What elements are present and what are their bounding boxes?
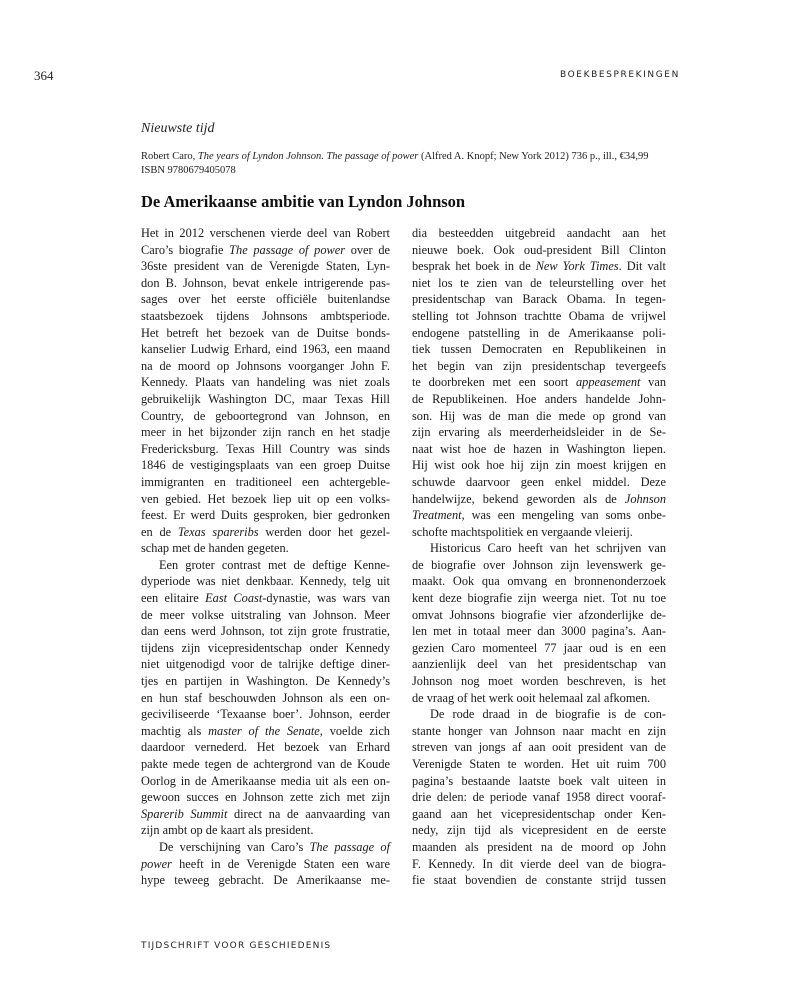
line-text: nieuwe boek. Ook oud-president Bill Clinton: [412, 242, 666, 257]
line-text: . Dit valt: [618, 259, 666, 274]
text-line: [412, 374, 666, 391]
line-text: de vraag of het werk ooit helemaal zal afkomen.: [412, 690, 651, 705]
line-text: De verschijning van Caro’s: [159, 839, 310, 854]
text-line: [412, 491, 666, 508]
text-line: [141, 474, 390, 491]
line-text: Caro’s biografie: [141, 242, 230, 257]
text-line: [141, 773, 390, 790]
text-line: [141, 557, 390, 574]
italic-text: Sparerib Summit: [141, 806, 228, 821]
line-text: de meer volkse uitstraling van Johnson. Meer: [141, 607, 390, 622]
line-text: over de: [345, 242, 390, 257]
line-text: sages over het eerste officiële buitenlandse: [141, 292, 390, 307]
text-line: [412, 822, 666, 839]
line-text: 1846 de vestigingsplaats van een groep Duitse: [141, 458, 390, 473]
line-text: De rode draad in de biografie is de con-: [430, 707, 666, 722]
line-text: gezien Caro momenteel 77 jaar oud is en een: [412, 640, 666, 655]
line-text: en hun staf beschouwden Johnson als een on-: [141, 690, 390, 705]
line-text: streven van jongs af aan ooit president van de: [412, 740, 666, 755]
line-text: feest. Er werd Duits gesproken, bier gedronken: [141, 508, 390, 523]
line-text: stelling tot Johnson trachtte Obama de vrijwel: [412, 308, 666, 323]
text-line: [141, 341, 390, 358]
text-line: [141, 806, 390, 823]
text-line: [141, 325, 390, 342]
text-line: [412, 839, 666, 856]
italic-text: East Coast: [205, 591, 263, 606]
text-line: [141, 258, 390, 275]
line-text: meer in het bijzonder zijn ranch en het stadje: [141, 425, 390, 440]
italic-text: Treatment: [412, 508, 462, 523]
line-text: drie delen: de periode vanaf 1958 direct vooraf-: [412, 790, 666, 805]
line-text: handelwijze, bekend geworden als de: [412, 491, 625, 506]
journal-footer: TIJDSCHRIFT VOOR GESCHIEDENIS: [141, 941, 332, 951]
line-text: fie staat bovendien de constante strijd tussen: [412, 873, 666, 888]
line-text: Het in 2012 verschenen vierde deel van Robert: [141, 226, 390, 240]
text-line: [412, 623, 666, 640]
text-line: [141, 391, 390, 408]
citation-author: Robert Caro,: [141, 151, 198, 162]
text-line: [412, 341, 666, 358]
text-line: [141, 723, 390, 740]
line-text: tijdens zijn vicepresidentschap onder Kennedy: [141, 640, 390, 655]
text-line: [412, 507, 666, 524]
italic-text: New York Times: [535, 259, 619, 274]
text-line: [412, 723, 666, 740]
line-text: werden door het gezel-: [258, 524, 390, 539]
line-text: Kennedy. Plaats van handeling was niet zoals: [141, 375, 390, 390]
line-text: omvat Johnsons biografie vier afzonderlijke de-: [412, 607, 666, 622]
line-text: en de: [141, 524, 178, 539]
page-number: 364: [34, 68, 54, 83]
line-text: son. Hij was de man die mede op grond van: [412, 408, 666, 423]
text-line: [412, 690, 666, 707]
line-text: te doorbreken met een soort: [412, 375, 576, 390]
line-text: Het betreft het bezoek van de Duitse bonds-: [141, 325, 390, 340]
text-line: [141, 590, 390, 607]
text-line: [141, 573, 390, 590]
citation-isbn: ISBN 9780679405078: [141, 165, 236, 176]
line-text: van: [640, 375, 666, 390]
line-text: dyperiode was niet denkbaar. Kennedy, telg uit: [141, 574, 390, 589]
text-line: [412, 673, 666, 690]
line-text: kanselier Ludwig Erhard, eind 1963, een maand: [141, 342, 390, 357]
line-text: F. Kennedy. In dit vierde deel van de biogra-: [412, 856, 666, 871]
line-text: na de moord op Johnsons voorganger John F.: [141, 358, 390, 373]
citation-details: (Alfred A. Knopf; New York 2012) 736 p., ill., €34,99: [418, 151, 649, 162]
line-text: pakte mede tegen de achtergrond van de Koude: [141, 757, 390, 771]
text-line: [412, 225, 666, 242]
italic-text: master of the Senate: [208, 723, 320, 738]
line-text: de Republikeinen. Hoe anders handelde John-: [412, 391, 666, 406]
text-line: [412, 275, 666, 292]
text-line: [141, 441, 390, 458]
text-line: [412, 773, 666, 790]
text-line: [141, 408, 390, 425]
text-line: [141, 640, 390, 657]
line-text: staatsbezoek tijdens Johnsons ambtsperiode.: [141, 308, 390, 323]
line-text: Fredericksburg. Texas Hill Country was sinds: [141, 441, 390, 456]
text-line: [141, 789, 390, 806]
text-line: [141, 358, 390, 375]
text-line: [141, 623, 390, 640]
running-head: BOEKBESPREKINGEN: [560, 70, 680, 80]
text-line: [141, 839, 390, 856]
line-text: daardoor vernederd. Het bezoek van Erhard: [141, 740, 390, 755]
line-text: een elitaire: [141, 591, 206, 606]
line-text: machtig als: [141, 723, 209, 738]
text-line: [412, 325, 666, 342]
line-text: Een groter contrast met de deftige Kenne-: [159, 557, 390, 572]
text-line: [141, 308, 390, 325]
line-text: immigranten en traditioneel een achtergeble-: [141, 474, 390, 489]
line-text: dan eens werd Johnson, tot zijn grote frustratie,: [141, 624, 390, 639]
text-line: [141, 872, 390, 889]
text-line: [412, 291, 666, 308]
text-line: [141, 524, 390, 541]
text-line: [141, 374, 390, 391]
text-line: [412, 789, 666, 806]
text-line: [141, 739, 390, 756]
line-text: maanden als president na de moord op John: [412, 839, 666, 854]
text-line: [412, 557, 666, 574]
line-text: schofte machtspolitiek en vergaande vleierij.: [412, 524, 633, 539]
text-line: [412, 524, 666, 541]
line-text: gewoon succes en Johnson zette zich met zijn: [141, 790, 390, 805]
line-text: de biografie over Johnson zijn levenswerk ge-: [412, 557, 666, 572]
line-text: Historicus Caro heeft van het schrijven van: [430, 541, 666, 556]
line-text: ven gebied. Het bezoek liep uit op een volks-: [141, 491, 390, 506]
line-text: Oorlog in de Amerikaanse media uit als een on-: [141, 773, 390, 788]
article-title: De Amerikaanse ambitie van Lyndon Johnson: [141, 192, 466, 211]
text-line: [412, 590, 666, 607]
text-line: [412, 640, 666, 657]
line-text: tiek tussen Democraten en Republikeinen in: [412, 342, 666, 357]
text-line: [412, 474, 666, 491]
text-line: [412, 408, 666, 425]
section-label: Nieuwste tijd: [141, 121, 215, 136]
line-text: schuwde daarvoor geen enkel middel. Deze: [412, 474, 666, 489]
text-line: [412, 457, 666, 474]
body-column-left: [141, 225, 390, 889]
line-text: tjes en partijen in Washington. De Kennedy’s: [141, 674, 390, 689]
text-line: [141, 822, 390, 839]
text-line: [141, 291, 390, 308]
line-text: niet uitgenodigd voor de talrijke deftige diner-: [141, 657, 390, 672]
line-text: Verenigde Staten te worden. Het uit ruim 700: [412, 757, 666, 771]
text-line: [141, 607, 390, 624]
text-line: [412, 424, 666, 441]
line-text: 36ste president van de Verenigde Staten, Lyn-: [141, 259, 390, 274]
line-text: pagina’s bestaande laatste boek valt uiteen in: [412, 773, 666, 788]
line-text: don B. Johnson, bevat enkele intrigerende pas-: [141, 275, 390, 290]
text-line: [412, 258, 666, 275]
italic-text: power: [141, 856, 172, 871]
line-text: endogene patstelling in de Amerikaanse poli-: [412, 325, 666, 340]
italic-text: Johnson: [624, 491, 666, 506]
line-text: niet los te zien van de teleurstelling over het: [412, 275, 666, 290]
text-line: [412, 540, 666, 557]
line-text: gaand aan het vicepresidentschap onder Ken-: [412, 806, 666, 821]
book-citation: [141, 150, 701, 178]
line-text: presidentschap van Barack Obama. In tegen-: [412, 292, 666, 307]
text-line: [141, 756, 390, 773]
text-line: [141, 706, 390, 723]
line-text: zijn ambt op de kaart als president.: [141, 823, 314, 838]
italic-text: The passage of: [309, 839, 390, 854]
text-line: [412, 358, 666, 375]
text-line: [412, 441, 666, 458]
line-text: , was een mengeling van soms onbe-: [461, 508, 666, 523]
line-text: Hij wist ook hoe hij zijn zin moest krijgen en: [412, 458, 666, 473]
line-text: nedy, zijn tijd als vicepresident en de eerste: [412, 823, 666, 838]
text-line: [141, 491, 390, 508]
italic-text: Texas spareribs: [177, 524, 259, 539]
text-line: [141, 457, 390, 474]
line-text: naat wist hoe de hazen in Washington liepen.: [412, 441, 666, 456]
line-text: -dynastie, was wars van: [262, 591, 390, 606]
line-text: hype teweeg gebracht. De Amerikaanse me-: [141, 873, 390, 888]
text-line: [412, 391, 666, 408]
line-text: stante honger van Johnson naar macht en zijn: [412, 723, 666, 738]
text-line: [141, 856, 390, 873]
citation-book-title: The years of Lyndon Johnson. The passage of power: [197, 151, 419, 162]
text-line: [141, 507, 390, 524]
citation-line: [141, 150, 701, 164]
text-line: [141, 656, 390, 673]
text-line: [141, 690, 390, 707]
line-text: maakt. Ook qua omvang en bronnenonderzoek: [412, 574, 666, 589]
line-text: gebruikelijk Washington DC, maar Texas Hill: [141, 391, 390, 406]
line-text: Johnson nog moet worden beschreven, is het: [412, 674, 666, 689]
line-text: , voelde zich: [319, 723, 390, 738]
line-text: het begin van zijn presidentschap tevergeefs: [412, 358, 666, 373]
line-text: zijn ervaring als meerderheidsleider in de Se-: [412, 425, 666, 440]
text-line: [141, 673, 390, 690]
line-text: besprak het boek in de: [412, 259, 536, 274]
line-text: len met in totaal meer dan 3000 pagina’s. Aan-: [412, 624, 666, 639]
text-line: [141, 540, 390, 557]
text-line: [412, 656, 666, 673]
text-line: [412, 706, 666, 723]
italic-text: The passage of power: [229, 242, 346, 257]
text-line: [141, 242, 390, 259]
text-line: [412, 856, 666, 873]
line-text: schap met de handen gegeten.: [141, 541, 289, 556]
text-line: [412, 607, 666, 624]
text-line: [141, 275, 390, 292]
line-text: kent deze biografie zijn weerga niet. Tot nu toe: [412, 591, 666, 606]
text-line: [412, 739, 666, 756]
italic-text: appeasement: [576, 375, 641, 390]
line-text: dia besteedden uitgebreid aandacht aan het: [412, 226, 666, 240]
line-text: direct na de aanvaarding van: [227, 806, 390, 821]
line-text: Country, de geboortegrond van Johnson, en: [141, 408, 390, 423]
line-text: aanzienlijk deel van het presidentschap van: [412, 657, 666, 672]
text-line: [412, 242, 666, 259]
text-line: [412, 308, 666, 325]
text-line: [412, 756, 666, 773]
text-line: [412, 573, 666, 590]
text-line: [412, 872, 666, 889]
line-text: heeft in de Verenigde Staten een ware: [171, 856, 390, 871]
text-line: [412, 806, 666, 823]
line-text: geciviliseerde ‘Texaanse boer’. Johnson, eerder: [141, 707, 390, 722]
text-line: [141, 225, 390, 242]
body-column-right: [412, 225, 666, 889]
text-line: [141, 424, 390, 441]
